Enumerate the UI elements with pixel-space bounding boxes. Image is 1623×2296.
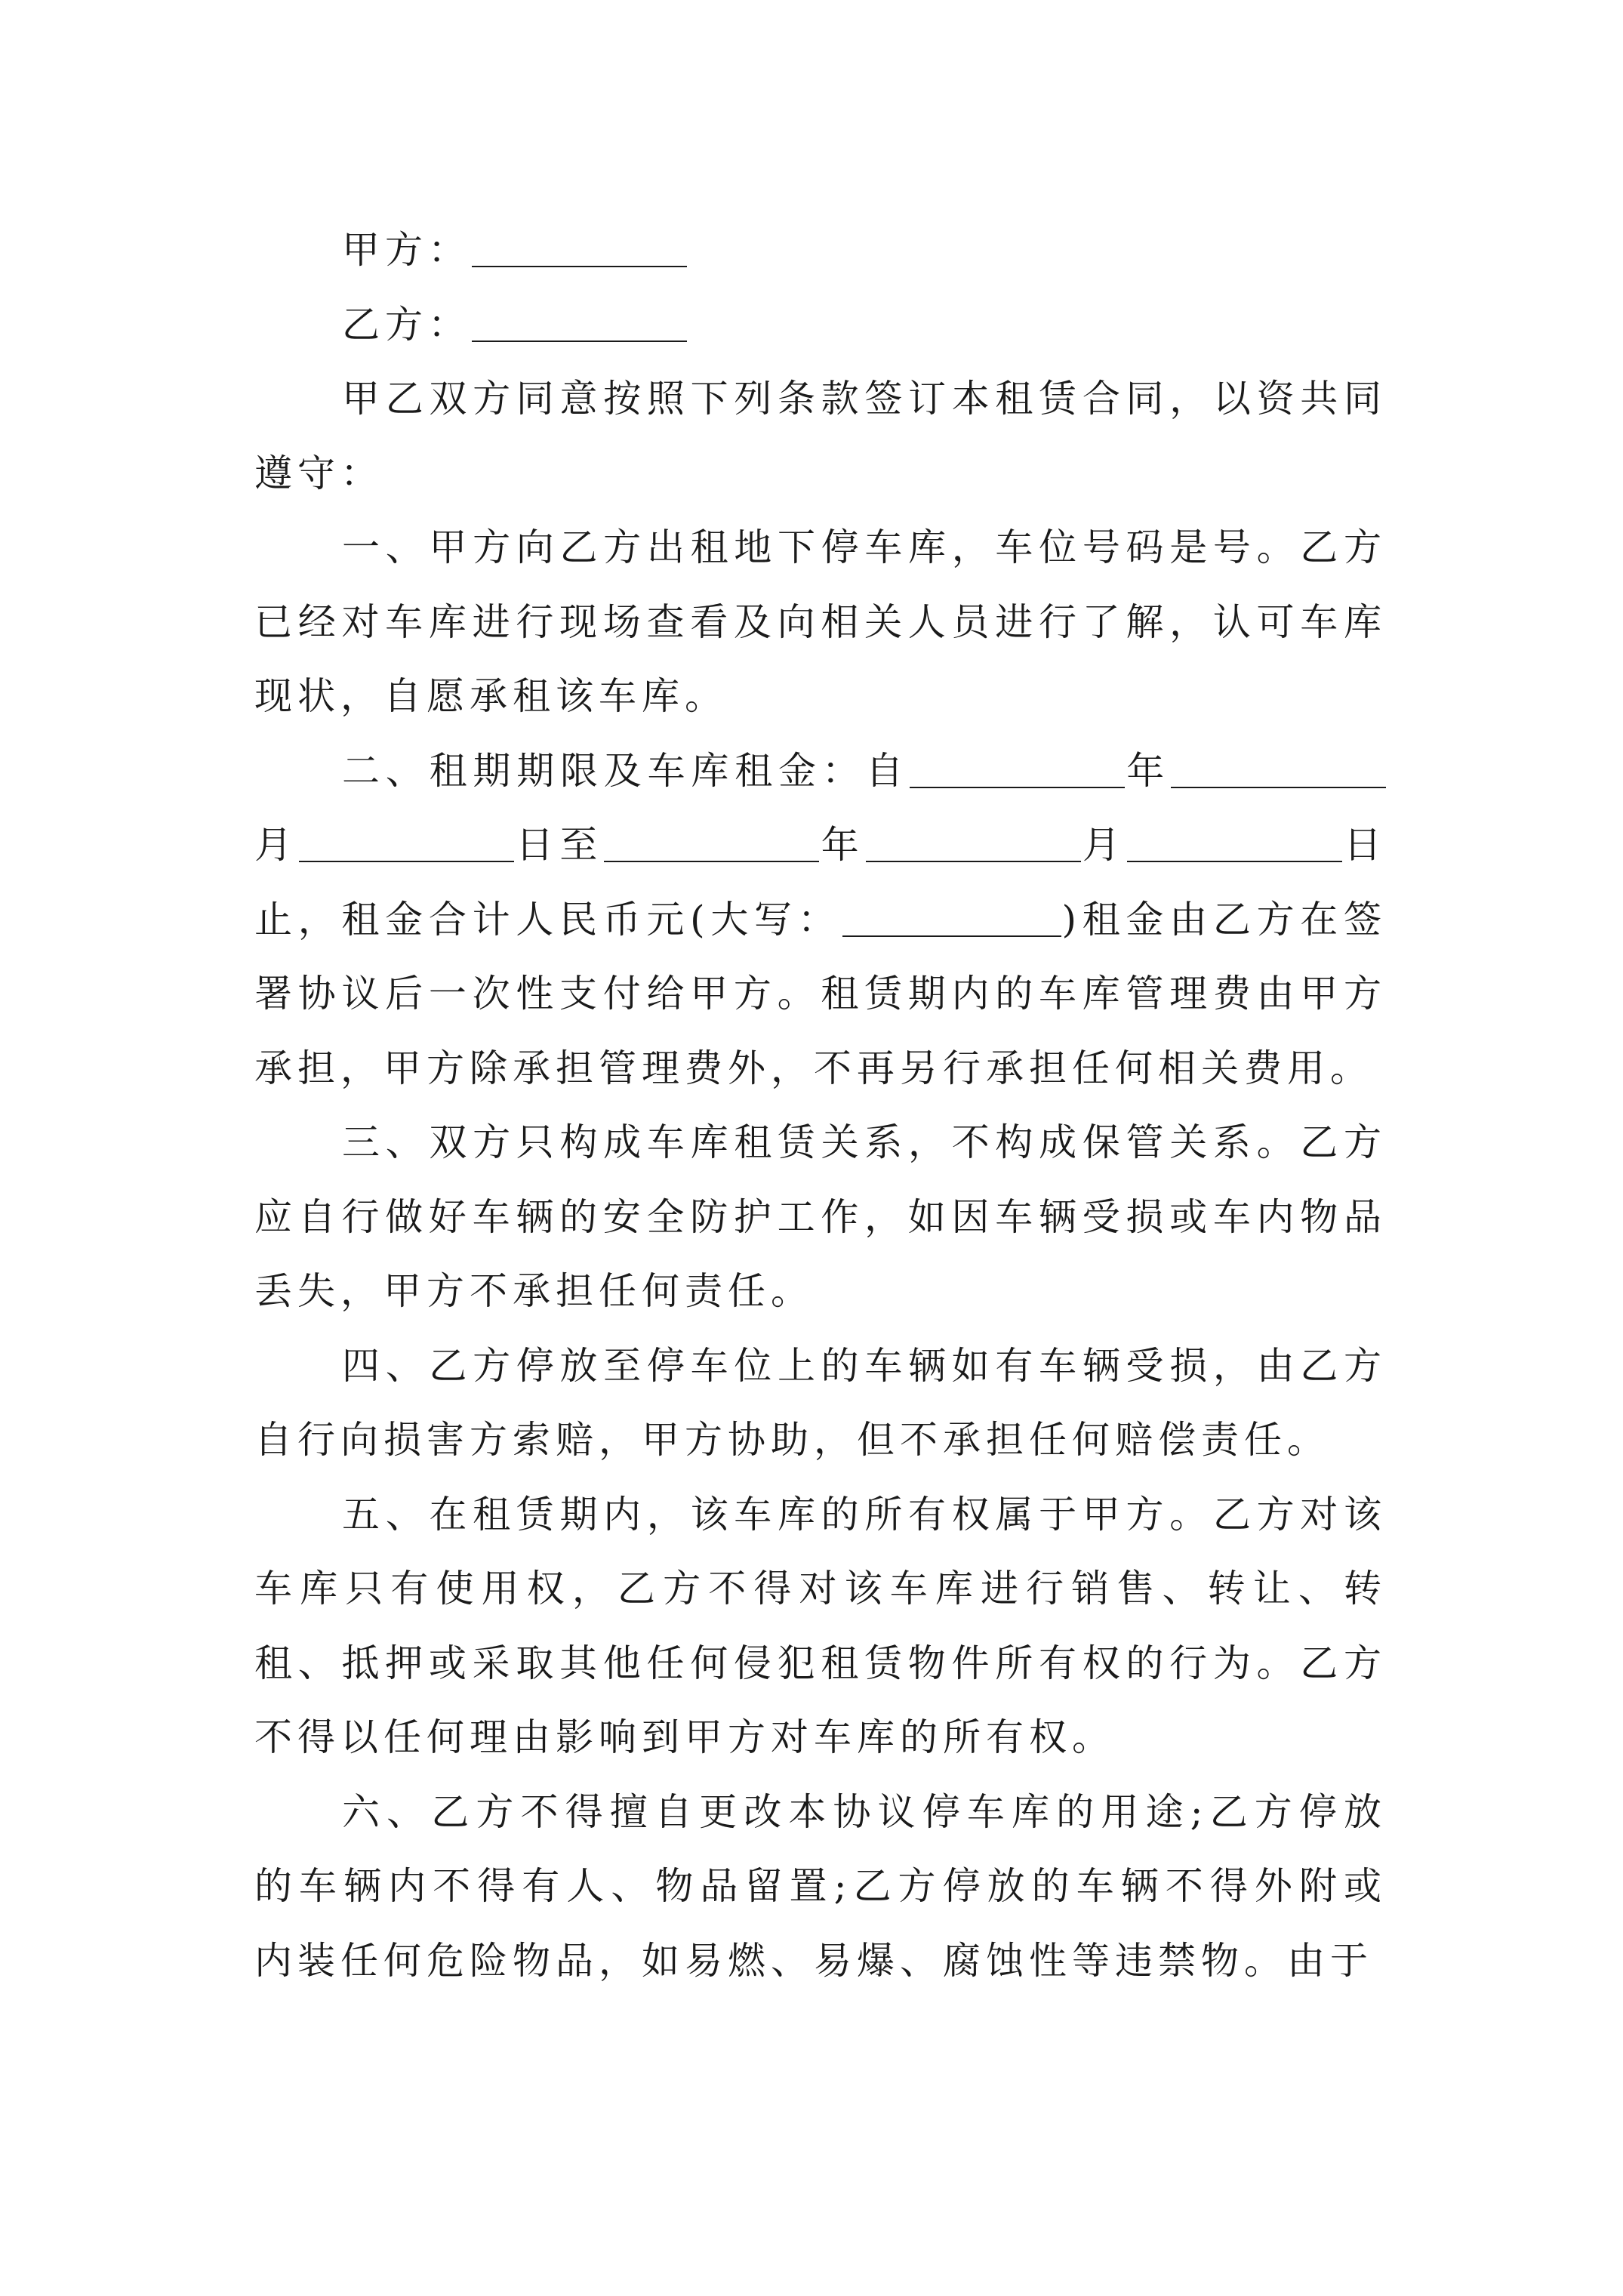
clause-2-rest: )租金由乙方在签署协议后一次性支付给甲方。租赁期内的车库管理费由甲方承担，甲方除承担管理费外，不再另行承担任何相关费用。 [254, 897, 1387, 1090]
clause-5: 五、在租赁期内，该车库的所有权属于甲方。乙方对该车库只有使用权，乙方不得对该车库进行销售、转让、转租、抵押或采取其他任何侵犯租赁物件所有权的行为。乙方不得以任何理由影响到甲方对车库的所有权。 [254, 1492, 1387, 1759]
clause-4: 四、乙方停放至停车位上的车辆如有车辆受损，由乙方自行向损害方索赔，甲方协助，但不承担任何赔偿责任。 [254, 1343, 1387, 1462]
intro-paragraph: 甲乙双方同意按照下列条款签订本租赁合同，以资共同遵守： [254, 377, 1387, 495]
year-label-2: 年 [820, 823, 865, 867]
rent-total-label: 日止，租金合计人民币元(大写： [254, 823, 1387, 942]
party-b-blank [472, 303, 687, 342]
month-label-2: 月 [1081, 823, 1126, 867]
clause-3: 三、双方只构成车库租赁关系，不构成保管关系。乙方应自行做好车辆的安全防护工作，如因车辆受损或车内物品丢失，甲方不承担任何责任。 [254, 1120, 1387, 1313]
year-label-1: 年 [1126, 748, 1171, 793]
rent-uppercase-blank [842, 898, 1061, 937]
month-label-1: 月 [254, 823, 299, 867]
start-year-blank [910, 749, 1125, 788]
start-day-blank [299, 823, 514, 862]
start-month-blank [1171, 749, 1386, 788]
party-a-line [254, 213, 1387, 288]
clause-2 [254, 734, 1387, 1106]
end-day-blank [1127, 823, 1342, 862]
party-a-blank [472, 228, 687, 267]
party-b-label: 乙方： [342, 302, 471, 347]
party-a-label: 甲方： [342, 228, 471, 272]
clause-2-start: 二、租期期限及车库租金：自 [342, 748, 910, 793]
party-b-line [254, 288, 1387, 362]
clause-1: 一、甲方向乙方出租地下停车库，车位号码是号。乙方已经对车库进行现场查看及向相关人员进行了解，认可车库现状，自愿承租该车库。 [254, 525, 1387, 718]
day-to-label: 日至 [515, 823, 604, 867]
end-month-blank [866, 823, 1081, 862]
clause-6: 六、乙方不得擅自更改本协议停车库的用途;乙方停放的车辆内不得有人、物品留置;乙方停放的车辆不得外附或内装任何危险物品，如易燃、易爆、腐蚀性等违禁物。由于 [254, 1789, 1387, 1983]
end-year-blank [604, 823, 819, 862]
contract-body [254, 213, 1387, 1998]
